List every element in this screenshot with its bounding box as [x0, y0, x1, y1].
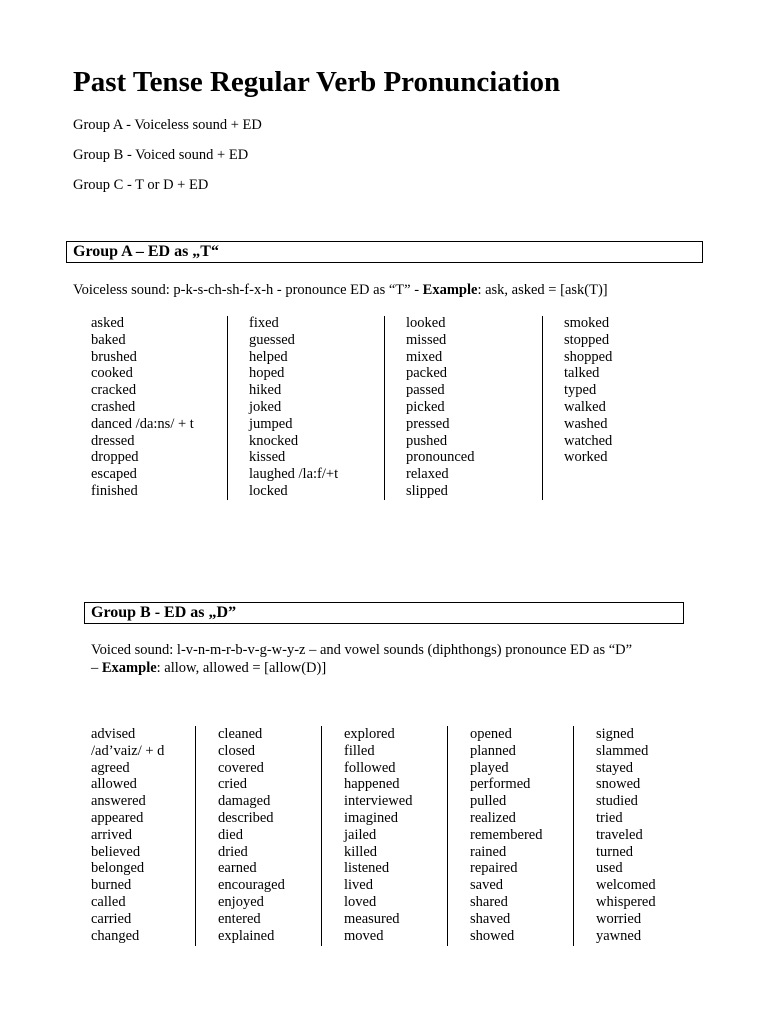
group-b-word: listened: [344, 860, 390, 877]
group-b-word: whispered: [596, 893, 656, 910]
group-b-word: jailed: [344, 826, 377, 843]
group-a-word: joked: [249, 398, 282, 415]
group-b-column-3: [344, 726, 412, 944]
group-b-word: planned: [470, 742, 516, 759]
group-b-word: turned: [596, 843, 634, 860]
group-a-word: relaxed: [406, 466, 449, 483]
group-b-word: happened: [344, 776, 400, 793]
group-a-word: packed: [406, 365, 448, 382]
group-a-word: locked: [249, 482, 288, 499]
group-b-word: belonged: [91, 860, 145, 877]
group-a-example-text: : ask, asked = [ask(T)]: [477, 282, 608, 298]
group-b-word: imagined: [344, 809, 398, 826]
group-a-word: stopped: [564, 331, 610, 348]
group-b-word: lived: [344, 877, 373, 894]
group-b-heading: Group B - ED as „D”: [91, 604, 237, 621]
group-b-word: agreed: [91, 759, 130, 776]
group-b-word: followed: [344, 759, 396, 776]
group-a-word: cracked: [91, 382, 137, 399]
group-b-word: performed: [470, 776, 531, 793]
group-c-intro: Group C - T or D + ED: [73, 177, 209, 193]
group-b-word: entered: [218, 910, 261, 927]
group-b-column-5: [596, 726, 656, 944]
group-b-word: pulled: [470, 793, 507, 810]
group-b-word: saved: [470, 877, 504, 894]
group-a-word: passed: [406, 382, 445, 399]
group-b-word: filled: [344, 742, 375, 759]
group-a-word: hiked: [249, 382, 282, 399]
group-b-word: explained: [218, 927, 275, 944]
group-b-word: studied: [596, 793, 638, 810]
group-a-word: looked: [406, 315, 446, 331]
group-b-word: believed: [91, 843, 141, 860]
group-b-word: shared: [470, 893, 508, 910]
group-b-word: measured: [344, 910, 400, 927]
group-a-word: picked: [406, 398, 445, 415]
group-a-intro: Group A - Voiceless sound + ED: [73, 117, 262, 133]
group-b-word: loved: [344, 893, 377, 910]
group-a-word: smoked: [564, 315, 610, 331]
group-a-heading: Group A – ED as „T“: [73, 243, 219, 260]
group-b-word: opened: [470, 726, 512, 742]
group-a-word: finished: [91, 482, 138, 499]
group-b-word: moved: [344, 927, 384, 944]
group-b-word: showed: [470, 927, 515, 944]
group-a-column-1: [91, 315, 194, 500]
group-a-column-divider: [542, 316, 543, 500]
group-b-word: slammed: [596, 742, 649, 759]
group-a-word: asked: [91, 315, 125, 331]
group-a-word: kissed: [249, 449, 286, 466]
group-a-column-divider: [384, 316, 385, 500]
group-b-word: repaired: [470, 860, 518, 877]
group-a-word: talked: [564, 365, 600, 382]
group-b-word: advised: [91, 726, 136, 742]
group-b-word: covered: [218, 759, 264, 776]
group-a-word: watched: [564, 432, 613, 449]
group-b-word: remembered: [470, 826, 543, 843]
group-b-description: [91, 641, 632, 677]
group-a-example-label: Example: [422, 282, 478, 298]
group-b-word: burned: [91, 877, 132, 894]
group-b-word: dried: [218, 843, 248, 860]
group-b-word: called: [91, 893, 126, 910]
group-b-column-1: [91, 726, 164, 944]
group-b-word: used: [596, 860, 623, 877]
group-b-word: described: [218, 809, 274, 826]
group-b-intro: Group B - Voiced sound + ED: [73, 147, 249, 163]
group-b-word: encouraged: [218, 877, 285, 894]
group-a-word: pressed: [406, 415, 450, 432]
group-a-word: helped: [249, 348, 288, 365]
group-a-word: danced /da:ns/ + t: [91, 415, 194, 432]
group-b-word: killed: [344, 843, 378, 860]
group-a-word: walked: [564, 398, 606, 415]
group-b-word: signed: [596, 726, 634, 742]
group-a-word: pushed: [406, 432, 448, 449]
group-a-word: typed: [564, 382, 597, 399]
group-a-word: dressed: [91, 432, 135, 449]
group-a-word: pronounced: [406, 449, 475, 466]
group-b-word: died: [218, 826, 243, 843]
group-b-word: yawned: [596, 927, 642, 944]
group-a-word: fixed: [249, 315, 279, 331]
group-b-column-4: [470, 726, 542, 944]
group-b-word: earned: [218, 860, 257, 877]
group-b-word: damaged: [218, 793, 271, 810]
group-b-word: carried: [91, 910, 132, 927]
group-b-word: enjoyed: [218, 893, 264, 910]
group-b-word: explored: [344, 726, 395, 742]
group-b-heading-box: [84, 602, 684, 624]
group-b-word: played: [470, 759, 509, 776]
group-b-word: snowed: [596, 776, 641, 793]
group-b-desc-line2: [91, 659, 632, 677]
group-a-word: jumped: [249, 415, 293, 432]
group-a-word: laughed /la:f/+t: [249, 466, 339, 483]
group-a-column-4: [564, 315, 612, 466]
group-b-word: realized: [470, 809, 516, 826]
group-b-word: appeared: [91, 809, 144, 826]
group-b-word: arrived: [91, 826, 133, 843]
group-b-word: cleaned: [218, 726, 263, 742]
group-a-word: mixed: [406, 348, 443, 365]
group-b-column-divider: [195, 726, 196, 946]
group-b-column-divider: [447, 726, 448, 946]
group-b-word: traveled: [596, 826, 643, 843]
group-b-word: answered: [91, 793, 146, 810]
group-a-word: knocked: [249, 432, 299, 449]
group-b-desc-line1: Voiced sound: l-v-n-m-r-b-v-g-w-y-z – and vowel sounds (diphthongs) pronounce ED as “D”: [91, 642, 633, 658]
group-a-word: guessed: [249, 331, 295, 348]
group-a-word: escaped: [91, 466, 137, 483]
group-a-column-3: [406, 315, 474, 500]
group-a-column-divider: [227, 316, 228, 500]
group-a-word: cooked: [91, 365, 133, 382]
group-a-word: brushed: [91, 348, 137, 365]
group-a-word: crashed: [91, 398, 136, 415]
group-a-word: shopped: [564, 348, 613, 365]
group-b-word: interviewed: [344, 793, 413, 810]
group-a-column-2: [249, 315, 338, 500]
group-b-word: closed: [218, 742, 256, 759]
group-b-column-divider: [573, 726, 574, 946]
group-a-description: [73, 281, 608, 299]
group-a-word: missed: [406, 331, 447, 348]
group-a-word: dropped: [91, 449, 139, 466]
group-a-heading-box: [66, 241, 703, 263]
page-title: Past Tense Regular Verb Pronunciation: [73, 66, 561, 98]
group-a-desc-text: Voiceless sound: p-k-s-ch-sh-f-x-h - pronounce ED as “T” -: [73, 282, 423, 298]
group-a-word: worked: [564, 449, 608, 466]
group-a-word: baked: [91, 331, 126, 348]
group-b-word: stayed: [596, 759, 634, 776]
group-b-column-divider: [321, 726, 322, 946]
group-b-word: worried: [596, 910, 642, 927]
group-b-word: cried: [218, 776, 247, 793]
group-b-word: allowed: [91, 776, 137, 793]
group-a-word: hoped: [249, 365, 285, 382]
group-b-word: tried: [596, 809, 623, 826]
group-b-example-label: Example: [101, 660, 157, 676]
group-b-word: rained: [470, 843, 507, 860]
group-a-word: washed: [564, 415, 608, 432]
group-b-desc-prefix: –: [91, 660, 102, 676]
group-b-column-2: [218, 726, 285, 944]
group-b-word: changed: [91, 927, 140, 944]
group-a-word: slipped: [406, 482, 448, 499]
group-b-word: /ad’vaiz/ + d: [91, 742, 165, 759]
group-b-example-text: : allow, allowed = [allow(D)]: [156, 660, 327, 676]
group-b-word: welcomed: [596, 877, 656, 894]
group-b-word: shaved: [470, 910, 511, 927]
